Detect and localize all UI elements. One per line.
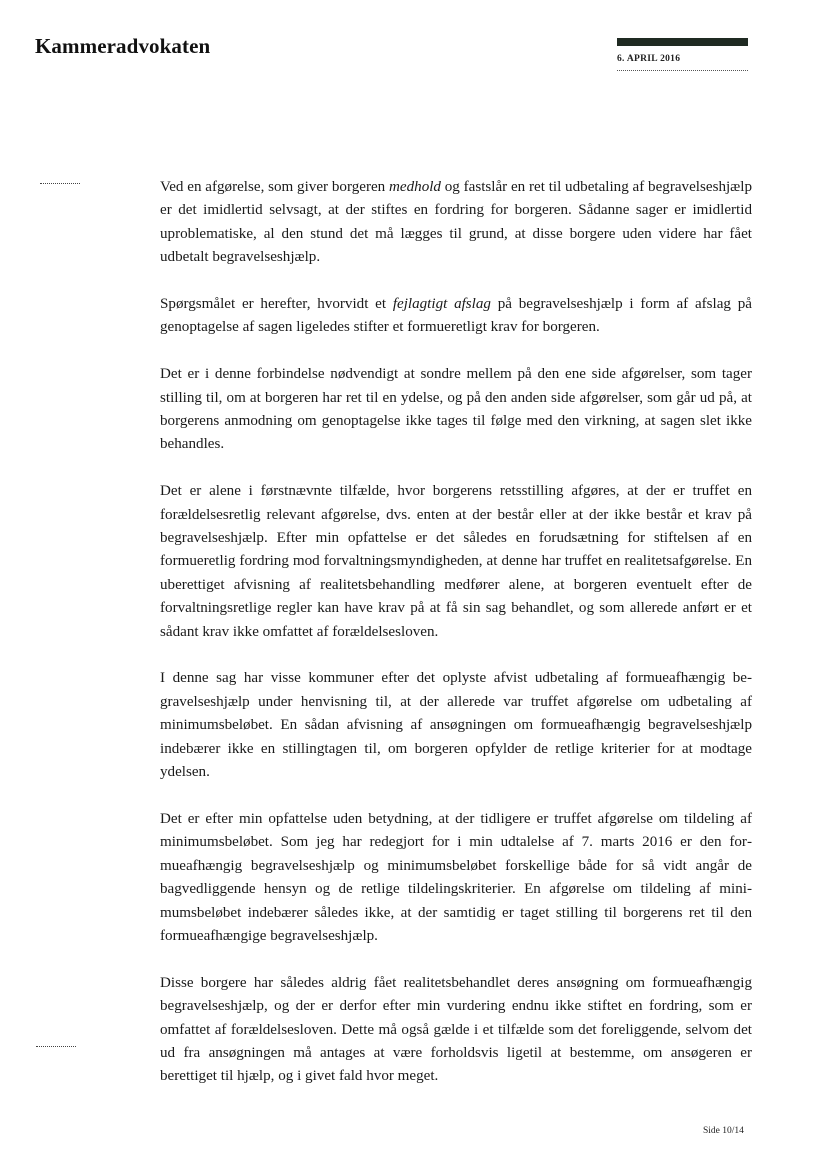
document-date: 6. APRIL 2016 xyxy=(617,54,681,64)
paragraph-text: Det er alene i førstnævnte tilfælde, hvor borgerens retsstilling afgøres, at der er truffet en forældelsesretlig relevant afgørelse, dvs. enten at der består eller at der ikke består et krav på begravelseshjælp. Efter min opfattelse er det således en forudsætning for stiftelsen af en formueretlig fordring mod forvaltningsmyndigheden, at denne har truffet en realitetsafgørelse. En uberettiget afvisning af realitetsbehandling medfører alene, at borgeren eventuelt efter de forvaltningsretlige regler kan have krav på at få sin sag behandlet, og som allerede anført er et sådant krav ikke omfattet af forældelsesloven. xyxy=(160,483,752,640)
body-paragraph xyxy=(160,176,752,270)
document-body xyxy=(160,176,752,1112)
paragraph-text: Disse borgere har således aldrig fået realitetsbehandlet deres ansøgning om formueafhængig begravelseshjælp, og der er derfor efter min vurdering endnu ikke stiftet en fordring, som er omfattet af forældelsesloven. Dette må også gælde i et tilfælde som det foreliggende, selvom det ud fra ansøgningen må antages at være forholdsvis ligetil at bestemme, om ansøgeren er berettiget til hjælp, og i givet fald hvor meget. xyxy=(160,974,752,1085)
margin-mark-top xyxy=(40,183,80,184)
emphasized-text: medhold xyxy=(389,179,441,195)
body-paragraph xyxy=(160,972,752,1089)
body-paragraph xyxy=(160,480,752,644)
paragraph-text: på begravelseshjælp i form af afslag på genoptagelse af sagen ligeledes stifter et formueretligt krav for borgeren. xyxy=(160,296,752,336)
paragraph-text: I denne sag har visse kommuner efter det oplyste afvist udbetaling af formueafhængig begravelseshjælp under henvisning til, at der allerede var truffet afgørelse om udbetaling af minimumsbeløbet. En sådan afvisning af ansøgningen om formueafhængig begravelseshjælp indebærer ikke en stillingtagen til, om borgeren opfylder de retlige kriterier for at modtage ydelsen. xyxy=(160,670,752,781)
date-block xyxy=(617,38,748,71)
paragraph-text: og fastslår en ret til udbetaling af begravelseshjælp er det imidlertid selvsagt, at der stiftes en fordring for borgeren. Sådanne sager er imidlertid uproblematiske, al den stund det må lægges til grund, at disse borgere uden videre har fået udbetalt begravelseshjælp. xyxy=(160,179,752,266)
paragraph-text: Det er i denne forbindelse nødvendigt at sondre mellem på den ene side afgørelser, som tager stilling til, om at borgeren har ret til en ydelse, og på den anden side afgørelser, som går ud på, at borgerens anmodning om genoptagelse ikke tages til følge med den virkning, at sagen slet ikke behandles. xyxy=(160,366,752,453)
paragraph-text: Spørgsmålet er herefter, hvorvidt et xyxy=(160,296,393,313)
margin-mark-bottom xyxy=(36,1046,76,1047)
body-paragraph xyxy=(160,293,752,340)
emphasized-text: fejlagtigt afslag xyxy=(392,296,491,313)
body-paragraph xyxy=(160,363,752,457)
date-divider xyxy=(617,70,748,71)
paragraph-text: Ved en afgørelse, som giver borgeren xyxy=(160,179,389,195)
body-paragraph xyxy=(160,667,752,784)
page-number: Side 10/14 xyxy=(703,1126,744,1136)
header-bar xyxy=(617,38,748,46)
body-paragraph xyxy=(160,808,752,948)
organization-name: Kammeradvokaten xyxy=(35,34,211,58)
paragraph-text: Det er efter min opfattelse uden betydning, at der tidligere er truffet afgørelse om tildeling af minimumsbeløbet. Som jeg har redegjort for i min udtalelse af 7. marts 2016 er den formueafhængig begravelseshjælp og minimumsbeløbet forskellige både for så vidt angår de bagvedliggende hensyn og de retlige tildelingskriterier. En afgørelse om tildeling af minimumsbeløbet indebærer således ikke, at der samtidig er taget stilling til borgerens ret til den formueafhængige begravelseshjælp. xyxy=(160,810,752,944)
